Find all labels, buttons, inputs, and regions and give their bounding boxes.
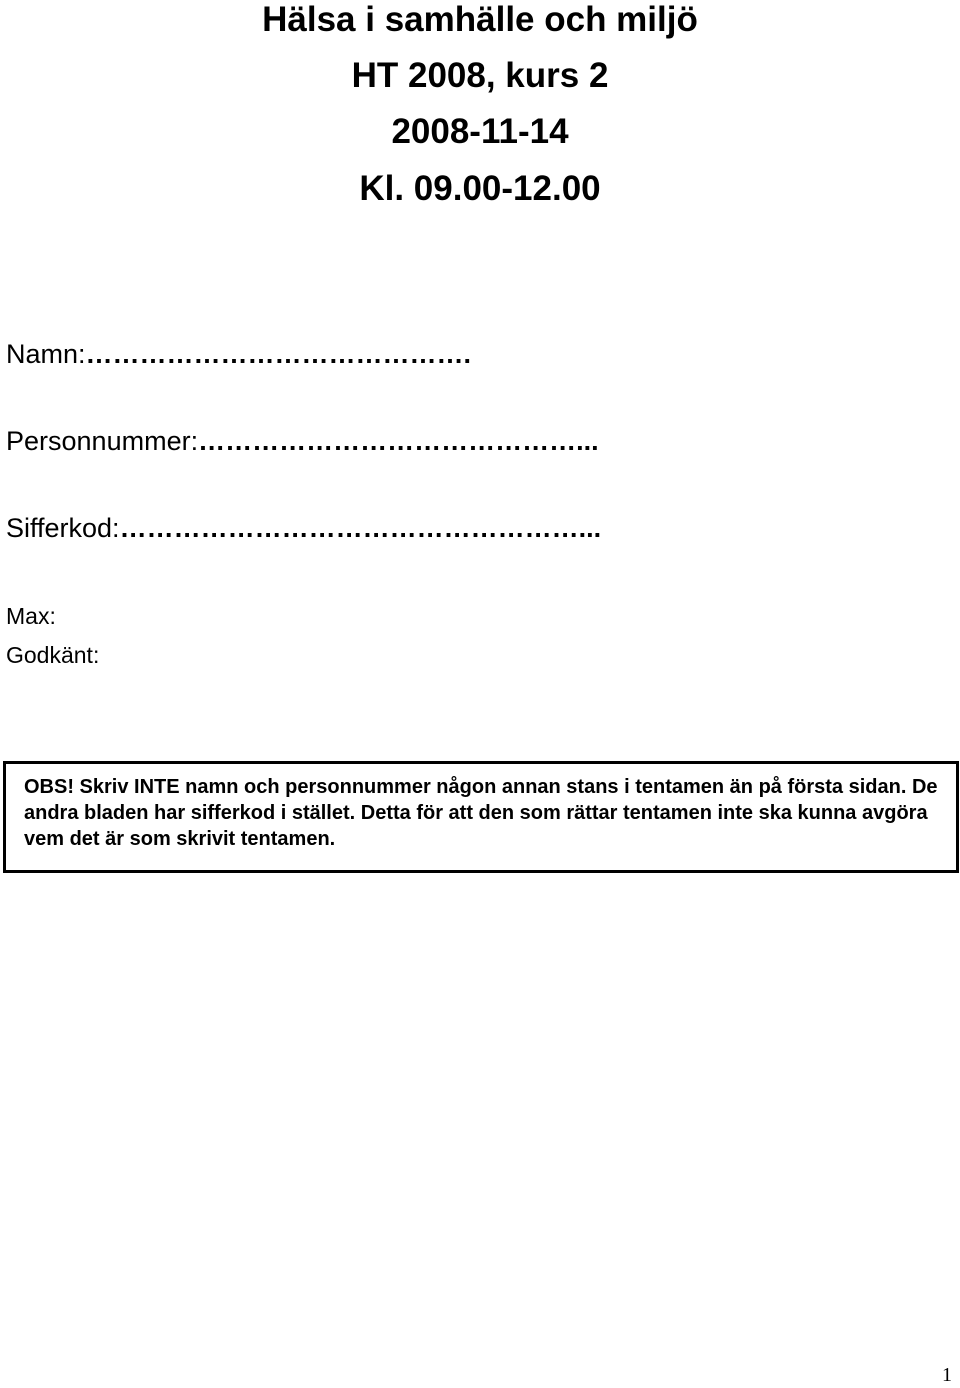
- exam-date: 2008-11-14: [391, 112, 569, 151]
- personnummer-field: [6, 425, 599, 457]
- sifferkod-dots: ……………………………………………...: [119, 513, 602, 543]
- name-field: [6, 338, 471, 370]
- personnummer-dots: ……………………………………...: [198, 426, 599, 456]
- course-title: Hälsa i samhälle och miljö: [262, 0, 698, 39]
- notice-text: OBS! Skriv INTE namn och personnummer någon annan stans i tentamen än på första sidan. De andra bladen har sifferkod i stället. Detta för att den som rättar tentamen inte ska kunna avgöra vem det är som skrivit tentamen.: [24, 776, 938, 850]
- max-label: Max:: [6, 603, 56, 629]
- term-title: HT 2008, kurs 2: [351, 56, 609, 95]
- godkant-label: Godkänt:: [6, 642, 100, 668]
- name-dots: …………………………………….: [85, 339, 472, 369]
- notice-box: [3, 761, 959, 873]
- sifferkod-field: [6, 512, 601, 544]
- exam-time: Kl. 09.00-12.00: [359, 169, 601, 208]
- name-label: Namn:: [6, 339, 86, 369]
- page-number: 1: [942, 1364, 952, 1386]
- sifferkod-label: Sifferkod:: [6, 513, 120, 543]
- personnummer-label: Personnummer:: [6, 426, 199, 456]
